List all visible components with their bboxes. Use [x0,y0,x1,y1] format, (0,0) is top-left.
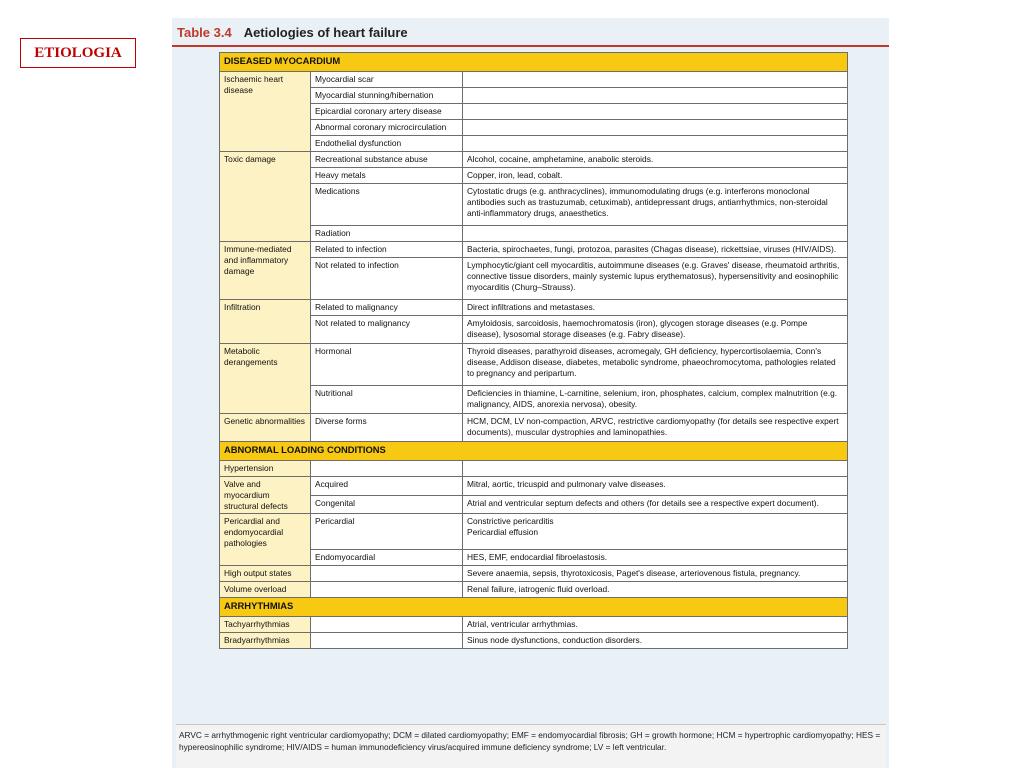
table-row [220,152,848,168]
cause-cell: Volume overload [220,582,311,598]
details-cell: Bacteria, spirochaetes, fungi, protozoa, parasites (Chagas disease), rickettsiae, viruses (HIV/AIDS). [463,242,848,258]
cause-cell: Pericardial and endomyocardial pathologies [220,514,311,566]
details-cell: Lymphocytic/giant cell myocarditis, autoimmune diseases (e.g. Graves' disease, rheumatoid arthritis, connective tissue disorders, mainly systemic lupus erythematosus), hypersensitivity and eosinophilic myocarditis (Churg–Strauss). [463,258,848,300]
table-row [220,514,848,550]
cause-cell: Metabolic derangements [220,344,311,414]
table-row [220,88,848,104]
subtype-cell: Myocardial scar [311,72,463,88]
table-row [220,617,848,633]
cause-cell: Bradyarrhythmias [220,633,311,649]
table-heading [172,18,889,46]
details-cell: Copper, iron, lead, cobalt. [463,168,848,184]
table-row [220,72,848,88]
table-row [220,386,848,414]
subtype-cell: Nutritional [311,386,463,414]
cause-cell: Hypertension [220,461,311,477]
details-cell [463,104,848,120]
details-cell: Amyloidosis, sarcoidosis, haemochromatosis (iron), glycogen storage diseases (e.g. Pompe disease), lysosomal storage diseases (e.g. Fabry disease). [463,316,848,344]
subtype-cell: Endothelial dysfunction [311,136,463,152]
cause-cell: Ischaemic heart disease [220,72,311,152]
subtype-cell: Abnormal coronary microcirculation [311,120,463,136]
table-panel [172,18,889,768]
details-cell [463,461,848,477]
subtype-cell [311,617,463,633]
cause-cell: Valve and myocardium structural defects [220,477,311,514]
details-cell [463,226,848,242]
section-header [220,53,848,72]
cause-cell: Infiltration [220,300,311,344]
table-row [220,344,848,386]
cause-cell: Tachyarrhythmias [220,617,311,633]
table-number: Table 3.4 [177,24,232,40]
details-cell: Mitral, aortic, tricuspid and pulmonary valve diseases. [463,477,848,496]
details-cell [463,72,848,88]
table-row [220,495,848,514]
details-cell: Atrial and ventricular septum defects and others (for details see a respective expert document). [463,495,848,514]
details-cell: HES, EMF, endocardial fibroelastosis. [463,550,848,566]
subtype-cell: Diverse forms [311,414,463,442]
details-cell [463,120,848,136]
subtype-cell: Radiation [311,226,463,242]
subtype-cell: Not related to infection [311,258,463,300]
section-header [220,598,848,617]
table-title: Aetiologies of heart failure [243,24,408,40]
details-cell [463,136,848,152]
cause-cell: Immune-mediated and inflammatory damage [220,242,311,300]
details-cell: Constrictive pericarditis Pericardial effusion [463,514,848,550]
subtype-cell [311,582,463,598]
details-cell: Deficiencies in thiamine, L-carnitine, selenium, iron, phosphates, calcium, complex malnutrition (e.g. malignancy, AIDS, anorexia nervosa), obesity. [463,386,848,414]
table-row [220,582,848,598]
cause-cell: Toxic damage [220,152,311,242]
table-footnote: ARVC = arrhythmogenic right ventricular cardiomyopathy; DCM = dilated cardiomyopathy; EMF = endomyocardial fibrosis; GH = growth hormone; HCM = hypertrophic cardiomyopathy; HES = hypereosinophilic syndrome; HIV/AIDS = human immunodeficiency virus/acquired immune deficiency syndrome; LV = left ventricular. [176,724,886,768]
subtype-cell [311,566,463,582]
details-cell [463,88,848,104]
table-row [220,104,848,120]
table-row [220,258,848,300]
table-row [220,242,848,258]
subtype-cell: Heavy metals [311,168,463,184]
subtype-cell: Recreational substance abuse [311,152,463,168]
subtype-cell: Not related to malignancy [311,316,463,344]
cause-cell: Genetic abnormalities [220,414,311,442]
subtype-cell: Pericardial [311,514,463,550]
details-cell: Cytostatic drugs (e.g. anthracyclines), immunomodulating drugs (e.g. interferons monoclonal antibodies such as trastuzumab, cetuximab), antidepressant drugs, antiarrhythmics, non-steroidal anti-inflammatory drugs, anaesthetics. [463,184,848,226]
table-row [220,120,848,136]
subtype-cell: Epicardial coronary artery disease [311,104,463,120]
subtype-cell: Related to infection [311,242,463,258]
cause-cell: High output states [220,566,311,582]
section-title: DISEASED MYOCARDIUM [220,53,848,72]
subtype-cell: Medications [311,184,463,226]
table-row [220,566,848,582]
section-title: ARRHYTHMIAS [220,598,848,617]
table-row [220,168,848,184]
table-row [220,461,848,477]
table-row [220,226,848,242]
table-row [220,316,848,344]
details-cell: Alcohol, cocaine, amphetamine, anabolic steroids. [463,152,848,168]
details-cell: HCM, DCM, LV non-compaction, ARVC, restrictive cardiomyopathy (for details see respective expert documents), muscular dystrophies and laminopathies. [463,414,848,442]
details-cell: Renal failure, iatrogenic fluid overload. [463,582,848,598]
aetiology-table [219,52,848,649]
table-row [220,184,848,226]
details-cell: Severe anaemia, sepsis, thyrotoxicosis, Paget's disease, arteriovenous fistula, pregnancy. [463,566,848,582]
details-cell: Thyroid diseases, parathyroid diseases, acromegaly, GH deficiency, hypercortisolaemia, Conn's disease, Addison disease, diabetes, metabolic syndrome, phaeochromocytoma, pathologies related to pregnancy and peripartum. [463,344,848,386]
subtype-cell: Endomyocardial [311,550,463,566]
slide-label: ETIOLOGIA [20,38,136,68]
section-header [220,442,848,461]
table-row [220,477,848,496]
subtype-cell: Acquired [311,477,463,496]
subtype-cell: Myocardial stunning/hibernation [311,88,463,104]
subtype-cell [311,461,463,477]
table-row [220,300,848,316]
section-title: ABNORMAL LOADING CONDITIONS [220,442,848,461]
table-row [220,136,848,152]
heading-rule [172,45,889,47]
table-row [220,414,848,442]
subtype-cell: Hormonal [311,344,463,386]
subtype-cell [311,633,463,649]
table-row [220,550,848,566]
details-cell: Direct infiltrations and metastases. [463,300,848,316]
table-row [220,633,848,649]
subtype-cell: Congenital [311,495,463,514]
details-cell: Atrial, ventricular arrhythmias. [463,617,848,633]
subtype-cell: Related to malignancy [311,300,463,316]
details-cell: Sinus node dysfunctions, conduction disorders. [463,633,848,649]
table-body [220,53,848,649]
